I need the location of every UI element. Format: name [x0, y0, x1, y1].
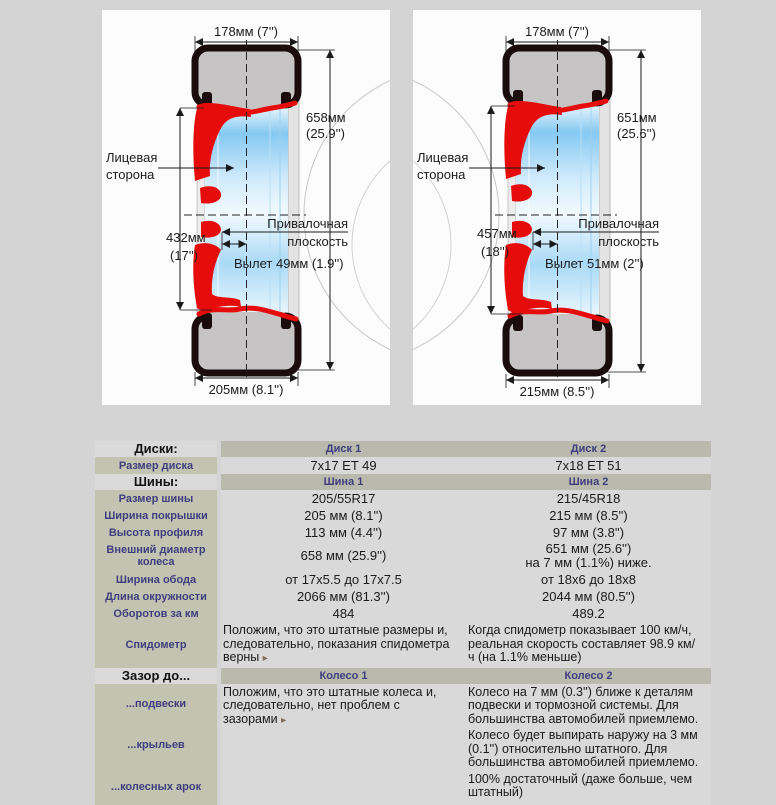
dim-outer-diameter-in: (25.6'')	[617, 126, 656, 141]
dim-outer-diameter-in: (25.9'')	[306, 126, 345, 141]
clearance-block	[95, 684, 711, 805]
cell-value: 489.2	[572, 605, 605, 621]
clearance-note-suspension: Колесо на 7 мм (0.3'') ближе к деталям подвески и тормозной системы. Для большинства автомобилей приемлемо.	[468, 684, 699, 726]
cell-value: 205/55R17	[311, 490, 376, 506]
clearance-label-wheel-arches: ...колесных арок	[110, 780, 202, 793]
compare-circle-inner	[352, 133, 390, 357]
cell-value: 215/45R18	[556, 490, 621, 506]
cell-value-main: 651 мм (25.6'')	[545, 541, 632, 556]
row-label: Спидометр	[95, 622, 217, 668]
speedometer-note-1	[221, 622, 466, 668]
tire2-header: Шина 2	[568, 476, 609, 488]
dim-top-width-label: 178мм (7'')	[213, 24, 279, 39]
clearance-wheel1-note	[221, 684, 466, 805]
clearance-wheel2-notes	[466, 684, 711, 805]
table-row-speedometer	[95, 622, 711, 668]
disks-section-row	[95, 441, 711, 457]
dim-bottom-width-label: 205мм (8.1'')	[208, 382, 284, 397]
mounting-plane-label-1: Привалочная	[578, 216, 659, 231]
cell-value: 484	[332, 605, 355, 621]
comparison-table	[95, 441, 711, 805]
disks-header-bar	[221, 441, 711, 457]
wheel-diagram-panel-2	[413, 10, 701, 405]
cell-value: 113 мм (4.4'')	[304, 524, 383, 540]
cell-value: 2044 мм (80.5'')	[542, 588, 635, 604]
cell-text: Положим, что это штатные размеры и, следовательно, показания спидометра верны	[223, 623, 450, 664]
face-side-label-2: сторона	[417, 167, 466, 182]
expand-marker-icon[interactable]: ▸	[281, 714, 287, 726]
table-row-tire-width	[95, 507, 711, 524]
table-row-circumference	[95, 588, 711, 605]
dim-rim-diameter-mm: 457мм	[477, 226, 517, 241]
table-row-profile-height	[95, 524, 711, 541]
clearance-label-fenders: ...крыльев	[127, 739, 185, 751]
tires-section-row	[95, 474, 711, 490]
dim-rim-diameter-in: (17'')	[170, 248, 199, 263]
cell-value: от 17x5.5 до 17x7.5	[285, 571, 402, 587]
compare-circle-outer	[413, 67, 499, 363]
expand-marker-icon[interactable]: ▸	[262, 653, 268, 664]
table-row-outer-diameter	[95, 541, 711, 571]
row-label: Размер диска	[95, 457, 217, 474]
dim-top-width-label: 178мм (7'')	[524, 24, 590, 39]
face-side-label-2: сторона	[106, 167, 155, 182]
clearance-section-row	[95, 668, 711, 684]
offset-label: Вылет 51мм (2'')	[545, 256, 644, 271]
table-row-rim-width	[95, 571, 711, 588]
bead-hook	[202, 313, 212, 329]
dim-rim-diameter-mm: 432мм	[166, 230, 206, 245]
dim-outer-diameter-mm: 651мм	[617, 110, 657, 125]
disk1-header: Диск 1	[325, 443, 362, 455]
disk1-size: 7x17 ET 49	[310, 457, 377, 473]
cell-value: от 18x6 до 18x8	[541, 571, 636, 587]
dim-rim-diameter-in: (18'')	[481, 244, 510, 259]
speedometer-note-2: Когда спидометр показывает 100 км/ч, реальная скорость составляет 98.9 км/ч (на 1.1% меньше)	[468, 623, 696, 664]
rim-outer-edge	[288, 98, 299, 324]
disk2-size: 7x18 ET 51	[555, 457, 622, 473]
row-label: Длина окружности	[95, 588, 217, 605]
wheel1-header: Колесо 1	[319, 669, 368, 682]
clearance-labels	[95, 684, 217, 805]
wheel-2-diagram	[413, 10, 701, 405]
cell-value: 97 мм (3.8'')	[552, 524, 625, 540]
cell-value: 205 мм (8.1'')	[304, 507, 383, 523]
wheel-diagram-panel-1	[102, 10, 390, 405]
row-label: Оборотов за км	[95, 605, 217, 622]
clearance-header-bar	[221, 668, 711, 684]
wheel2-header: Колесо 2	[564, 669, 613, 682]
wheel-1-diagram	[102, 10, 390, 405]
dim-bottom-width-label: 215мм (8.5'')	[519, 384, 595, 399]
mounting-plane-label-2: плоскость	[287, 234, 348, 249]
row-label: Ширина обода	[95, 571, 217, 588]
table-row-disk-size	[95, 457, 711, 474]
tire1-header: Шина 1	[323, 476, 364, 488]
section-label-tires: Шины:	[95, 474, 217, 490]
mounting-plane-label-2: плоскость	[598, 234, 659, 249]
cell-text: Положим, что это штатные колеса и, следовательно, нет проблем с зазорами	[223, 684, 437, 726]
clearance-note-fenders: Колесо будет выпирать наружу на 3 мм (0.1'') относительно штатного. Для большинства автомобилей приемлемо.	[468, 728, 699, 769]
row-label: Ширина покрышки	[95, 507, 217, 524]
row-label: Размер шины	[95, 490, 217, 507]
face-side-label-1: Лицевая	[417, 150, 469, 165]
cell-value	[466, 541, 711, 571]
table-row-tire-size	[95, 490, 711, 507]
table-row-revs-per-km	[95, 605, 711, 622]
mounting-plane-label-1: Привалочная	[267, 216, 348, 231]
bead-hook	[513, 315, 523, 331]
cell-value-note: на 7 мм (1.1%) ниже.	[525, 555, 652, 570]
offset-label: Вылет 49мм (1.9'')	[234, 256, 344, 271]
clearance-label-suspension: ...подвески	[125, 697, 187, 710]
dim-outer-diameter-mm: 658мм	[306, 110, 346, 125]
section-label-disks: Диски:	[95, 441, 217, 457]
clearance-note-arches: 100% достаточный (даже больше, чем штатный)	[468, 771, 693, 799]
cell-value: 2066 мм (81.3'')	[297, 588, 390, 604]
cell-value: 215 мм (8.5'')	[549, 507, 628, 523]
face-side-label-1: Лицевая	[106, 150, 158, 165]
disk2-header: Диск 2	[570, 443, 607, 455]
row-label: Внешний диаметр колеса	[95, 541, 217, 571]
section-label-clearance: Зазор до...	[95, 668, 217, 684]
tires-header-bar	[221, 474, 711, 490]
rim-outer-edge	[599, 96, 610, 326]
row-label: Высота профиля	[95, 524, 217, 541]
cell-value: 658 мм (25.9'')	[300, 548, 387, 563]
